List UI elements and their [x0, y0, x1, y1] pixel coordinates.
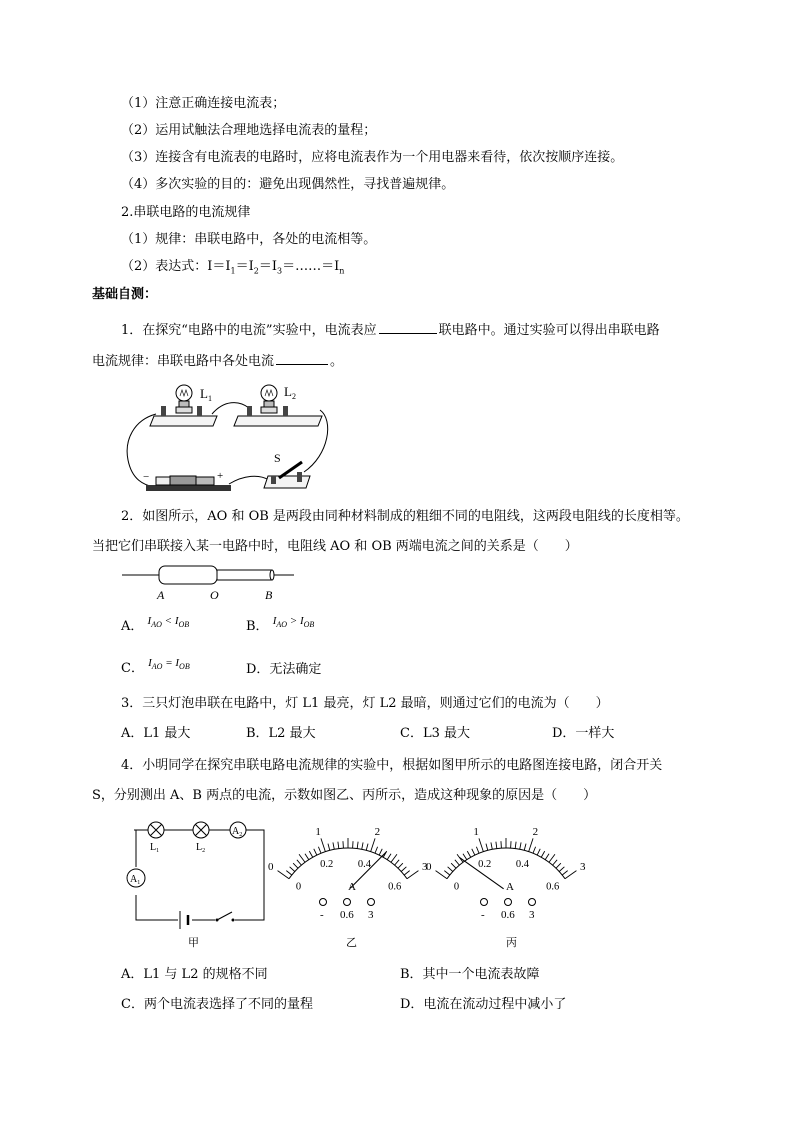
- meter-outer-label: 3: [580, 861, 586, 874]
- q3-option-c[interactable]: C．L3 最大: [400, 726, 470, 741]
- q1-line1: 1．在探究“电路中的电流”实验中，电流表应 联电路中。通过实验可以得出串联电路: [121, 323, 660, 338]
- meter-tick: [286, 871, 291, 875]
- q4-label-jia: 甲: [188, 937, 199, 949]
- meter-tick: [362, 842, 363, 849]
- meter-yi-terminal-06: 0.6: [340, 909, 354, 921]
- meter-tick: [529, 838, 533, 851]
- q1-label-s: S: [274, 451, 281, 465]
- meter-tick: [371, 838, 375, 851]
- q4-label-l2: $L_2$: [196, 842, 206, 854]
- meter-outer-label: 0: [425, 861, 432, 874]
- q2-option-c[interactable]: C． $^{I_{AO} = I_{OB}}$: [121, 657, 190, 676]
- q4-ammeter-a2: $A_2$: [232, 826, 243, 838]
- meter-arc: [289, 848, 407, 879]
- meter-tick: [562, 871, 567, 875]
- q3-option-b[interactable]: B．L2 最大: [246, 726, 316, 741]
- meter-tick: [387, 854, 391, 860]
- meter-yi-unit: A: [348, 881, 356, 893]
- meter-outer-label: 0: [267, 861, 274, 874]
- q4-line2: S，分别测出 A、B 两点的电流，示数如图乙、丙所示，造成这种现象的原因是（ ）: [92, 788, 597, 803]
- q1-line2: 电流规律：串联电路中各处电流 。: [92, 354, 344, 369]
- q1-label-l2: $L_2$: [284, 384, 296, 401]
- q4-option-c[interactable]: C．两个电流表选择了不同的量程: [121, 997, 313, 1012]
- q2-label-o: O: [210, 588, 219, 602]
- meter-tick: [556, 863, 561, 868]
- meter-outer-label: 2: [532, 825, 539, 838]
- meter-tick: [398, 863, 403, 868]
- meter-tick: [479, 838, 483, 851]
- q4-meter-bing: [425, 818, 588, 953]
- series-rule: （1）规律：串联电路中，各处的电流相等。: [121, 232, 377, 247]
- meter-tick: [328, 844, 330, 851]
- q4-meter-yi: [267, 818, 430, 953]
- meter-inner-label: 0: [453, 881, 460, 893]
- meter-tick: [444, 871, 449, 875]
- meter-tick: [338, 842, 339, 849]
- meter-tick: [379, 849, 382, 855]
- meter-tick: [333, 842, 334, 849]
- meter-inner-label: 0.4: [515, 859, 529, 871]
- meter-arc: [447, 848, 565, 879]
- q3-option-d[interactable]: D．一样大: [552, 726, 615, 741]
- meter-tick: [448, 867, 453, 872]
- meter-tick: [486, 844, 488, 851]
- meter-tick: [553, 860, 558, 865]
- meter-tick: [515, 842, 516, 849]
- meter-tick: [524, 844, 526, 851]
- meter-tick: [305, 854, 309, 860]
- meter-tick: [375, 847, 378, 853]
- meter-tick: [533, 847, 536, 853]
- meter-inner-label: 0.6: [546, 881, 560, 893]
- meter-yi-terminal-3: 3: [368, 909, 374, 921]
- meter-tick: [299, 854, 305, 862]
- meter-tick: [549, 854, 555, 862]
- meter-tick: [357, 842, 358, 849]
- q2-resistor-figure: [122, 561, 302, 603]
- meter-tick: [541, 851, 544, 857]
- meter-tick: [476, 847, 479, 853]
- meter-tick: [451, 863, 456, 868]
- meter-outer-label: 3: [422, 861, 428, 874]
- meter-outer-label: 1: [473, 825, 479, 838]
- meter-tick: [455, 860, 460, 865]
- q1-blank-2[interactable]: [276, 352, 328, 365]
- q1-blank-1[interactable]: [379, 321, 437, 334]
- meter-inner-label: 0: [295, 881, 302, 893]
- q4-line1: 4．小明同学在探究串联电路电流规律的实验中，根据如图甲所示的电路图连接电路，闭合开关: [121, 758, 663, 773]
- meter-tick: [314, 849, 317, 855]
- note-1: （1）注意正确连接电流表；: [121, 96, 286, 111]
- meter-tick: [559, 867, 564, 872]
- q2-line1: 2．如图所示，AO 和 OB 是两段由同种材料制成的粗细不同的电阻线，这两段电阻线的长度相等。: [121, 509, 689, 524]
- meter-tick: [395, 860, 400, 865]
- q4-label-l1: $L_1$: [150, 842, 160, 854]
- meter-tick: [491, 842, 492, 849]
- meter-tick: [463, 854, 467, 860]
- meter-tick: [496, 842, 497, 849]
- meter-tick: [467, 851, 470, 857]
- section-title: 基础自测：: [92, 287, 158, 302]
- meter-inner-label: 0.6: [388, 881, 402, 893]
- meter-bing-unit: A: [506, 881, 514, 893]
- q2-option-d[interactable]: D．无法确定: [246, 662, 322, 677]
- q4-ammeter-a1: $A_1$: [130, 874, 141, 886]
- meter-bing-terminal-06: 0.6: [501, 909, 515, 921]
- meter-outer-label: 1: [315, 825, 321, 838]
- note-2: （2）运用试触法合理地选择电流表的量程；: [121, 123, 377, 138]
- q2-label-a: A: [157, 588, 165, 602]
- meter-tick: [401, 867, 406, 872]
- meter-inner-label: 0.4: [357, 859, 371, 871]
- meter-tick: [290, 867, 295, 872]
- meter-outer-label: 2: [374, 825, 381, 838]
- meter-inner-label: 0.2: [478, 859, 492, 871]
- q4-option-a[interactable]: A．L1 与 L2 的规格不同: [121, 967, 268, 982]
- meter-tick: [545, 854, 549, 860]
- meter-tick: [366, 844, 368, 851]
- q4-circuit-diagram: [118, 818, 278, 953]
- meter-tick: [404, 871, 409, 875]
- q3-stem: 3．三只灯泡串联在电路中，灯 L1 最亮，灯 L2 最暗，则通过它们的电流为（ ）: [121, 696, 609, 711]
- q1-label-plus: +: [217, 470, 224, 482]
- meter-tick: [293, 863, 298, 868]
- meter-inner-label: 0.2: [320, 859, 334, 871]
- meter-tick: [391, 854, 397, 862]
- series-heading: 2.串联电路的电流规律: [121, 205, 251, 220]
- q1-circuit-figure: [124, 380, 334, 495]
- meter-bing-terminal-neg: -: [481, 909, 485, 921]
- q4-option-b[interactable]: B．其中一个电流表故障: [400, 967, 540, 982]
- meter-tick: [321, 838, 325, 851]
- note-3: （3）连接含有电流表的电路时，应将电流表作为一个用电器来看待，依次按顺序连接。: [121, 150, 624, 165]
- q1-label-l1: $L_1$: [200, 386, 212, 403]
- meter-yi-terminal-neg: -: [320, 909, 324, 921]
- q2-option-a[interactable]: A． $^{I_{AO} < I_{OB}}$: [121, 615, 190, 634]
- note-4: （4）多次实验的目的：避免出现偶然性，寻找普遍规律。: [121, 177, 455, 192]
- q1-label-minus: −: [143, 471, 150, 483]
- meter-tick: [537, 849, 540, 855]
- meter-tick: [318, 847, 321, 853]
- q4-label-yi: 乙: [346, 937, 357, 949]
- meter-bing-terminal-3: 3: [529, 909, 535, 921]
- q2-line2: 当把它们串联接入某一电路中时，电阻线 AO 和 OB 两端电流之间的关系是（ ）: [92, 539, 578, 554]
- q2-option-b[interactable]: B． $^{I_{AO} > I_{OB}}$: [246, 615, 315, 634]
- q3-option-a[interactable]: A．L1 最大: [121, 726, 191, 741]
- meter-tick: [297, 860, 302, 865]
- q2-label-b: B: [265, 588, 273, 602]
- q4-label-bing: 丙: [506, 937, 517, 949]
- meter-tick: [472, 849, 475, 855]
- series-expression: （2）表达式：$I=I_1=I_2=I_3=\dots\dots=I_n$: [121, 259, 345, 276]
- q4-option-d[interactable]: D．电流在流动过程中减小了: [400, 997, 567, 1012]
- meter-tick: [309, 851, 312, 857]
- meter-tick: [520, 842, 521, 849]
